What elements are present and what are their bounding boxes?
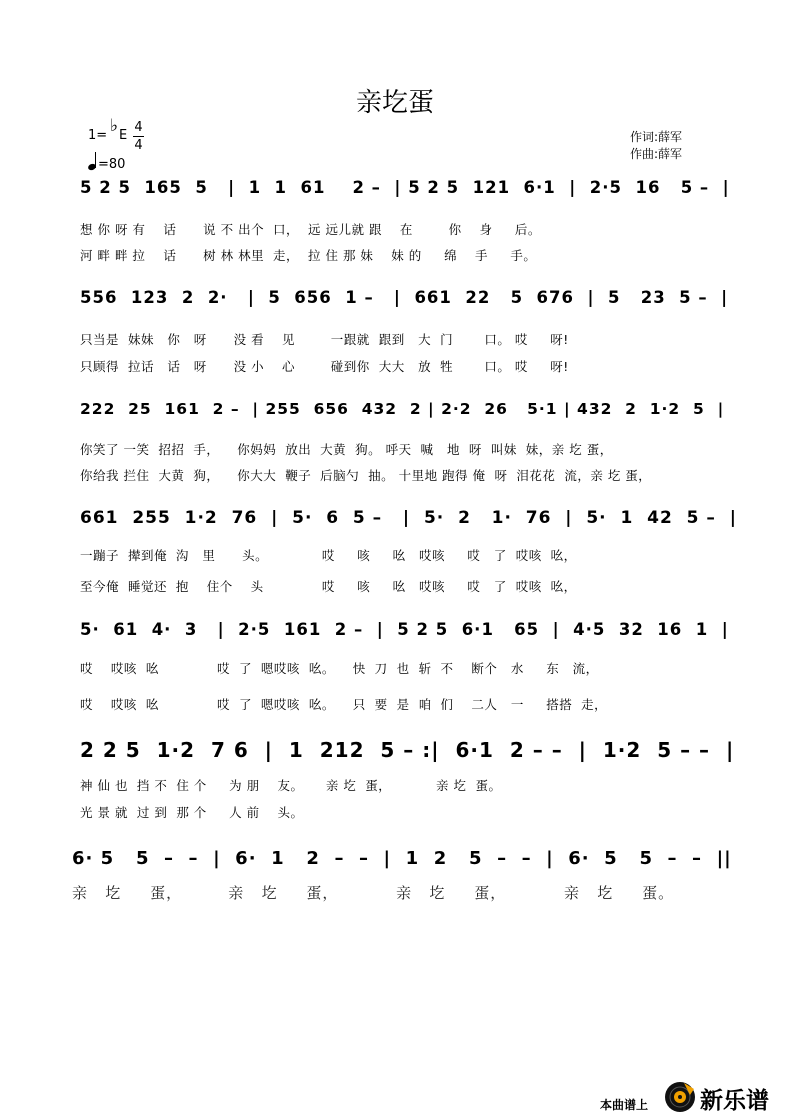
score-row-6: 2 2 5 1·2 7 6 | 1 212 5 – :| 6·1 2 – – | 1·2 5 – – |: [80, 738, 735, 762]
lyric-row-2-verse-2: 只顾得 拉话 话 呀 没 小 心 碰到你 大大 放 牲 口。 哎 呀!: [80, 359, 569, 374]
lyric-row-5-verse-2: 哎 哎咳 吆 哎 了 嗯哎咳 吆。 只 要 是 咱 们 二人 一 搭搭 走，: [80, 697, 608, 712]
lyric-row-4-verse-2: 至今俺 睡觉还 抱 住个 头 哎 咳 吆 哎咳 哎 了 哎咳 吆，: [80, 579, 577, 594]
quarter-note-icon: [87, 163, 97, 171]
tempo-value: =80: [98, 157, 126, 172]
time-bottom: 4: [134, 138, 143, 153]
score-row-5: 5· 61 4· 3 | 2·5 161 2 – | 5 2 5 6·1 65 | 4·5 32 16 1 |: [80, 620, 729, 639]
lyricist-credit: 作词:薛军: [630, 130, 683, 144]
lyric-row-5-verse-1: 哎 哎咳 吆 哎 了 嗯哎咳 吆。 快 刀 也 斩 不 断个 水 东 流，: [80, 661, 599, 676]
record-disc-icon: [664, 1081, 696, 1113]
lyric-row-1-verse-2: 河 畔 畔 拉 话 树 林 林里 走， 拉 住 那 妹 妹 的 绵 手 手。: [80, 248, 537, 263]
footer-text: 本曲谱上: [600, 1098, 649, 1112]
time-top: 4: [134, 120, 143, 135]
time-signature: [133, 119, 144, 154]
lyric-row-7: 亲 圪 蛋， 亲 圪 蛋， 亲 圪 蛋， 亲 圪 蛋。: [72, 884, 675, 902]
score-row-4: 661 255 1·2 76 | 5· 6 5 – | 5· 2 1· 76 | 5· 1 42 5 – |: [80, 508, 737, 528]
brand-name: 新乐谱: [700, 1088, 769, 1114]
composer-credit: 作曲:薛军: [630, 147, 683, 161]
score-row-2: 556 123 2 2· | 5 656 1 – | 661 22 5 676 | 5 23 5 – |: [80, 288, 729, 307]
page-title: 亲圪蛋: [355, 88, 434, 118]
lyric-row-4-verse-1: 一蹦子 撵到俺 沟 里 头。 哎 咳 吆 哎咳 哎 了 哎咳 吆，: [80, 548, 577, 563]
key-prefix: 1=: [88, 128, 108, 143]
flat-sign: ♭: [110, 116, 119, 136]
lyric-row-6-verse-2: 光 景 就 过 到 那 个 人 前 头。: [80, 805, 304, 820]
lyric-row-3-verse-2: 你给我 拦住 大黄 狗， 你大大 鞭子 后脑勺 抽。 十里地 跑得 俺 呀 泪花花 流，亲 圪 蛋，: [80, 468, 652, 483]
lyric-row-6-verse-1: 神 仙 也 挡 不 住 个 为 朋 友。 亲 圪 蛋， 亲 圪 蛋。: [80, 778, 502, 793]
lyric-row-1-verse-1: 想 你 呀 有 话 说 不 出个 口， 远 远儿就 跟 在 你 身 后。: [80, 222, 541, 237]
score-row-3: 222 25 161 2 – | 255 656 432 2 | 2·2 26 5·1 | 432 2 1·2 5 |: [80, 400, 725, 418]
key-note: E: [119, 128, 128, 143]
score-row-1: 5 2 5 165 5 | 1 1 61 2 – | 5 2 5 121 6·1 | 2·5 16 5 – |: [80, 178, 730, 197]
score-row-7: 6· 5 5 – – | 6· 1 2 – – | 1 2 5 – – | 6· 5 5 – – ||: [72, 848, 732, 869]
lyric-row-2-verse-1: 只当是 妹妹 你 呀 没 看 见 一跟就 跟到 大 门 口。 哎 呀!: [80, 332, 569, 347]
tempo-mark: [88, 152, 125, 172]
lyric-row-3-verse-1: 你笑了 一笑 招招 手， 你妈妈 放出 大黄 狗。 呼天 喊 地 呀 叫妹 妹，亲 圪 蛋，: [80, 442, 613, 457]
